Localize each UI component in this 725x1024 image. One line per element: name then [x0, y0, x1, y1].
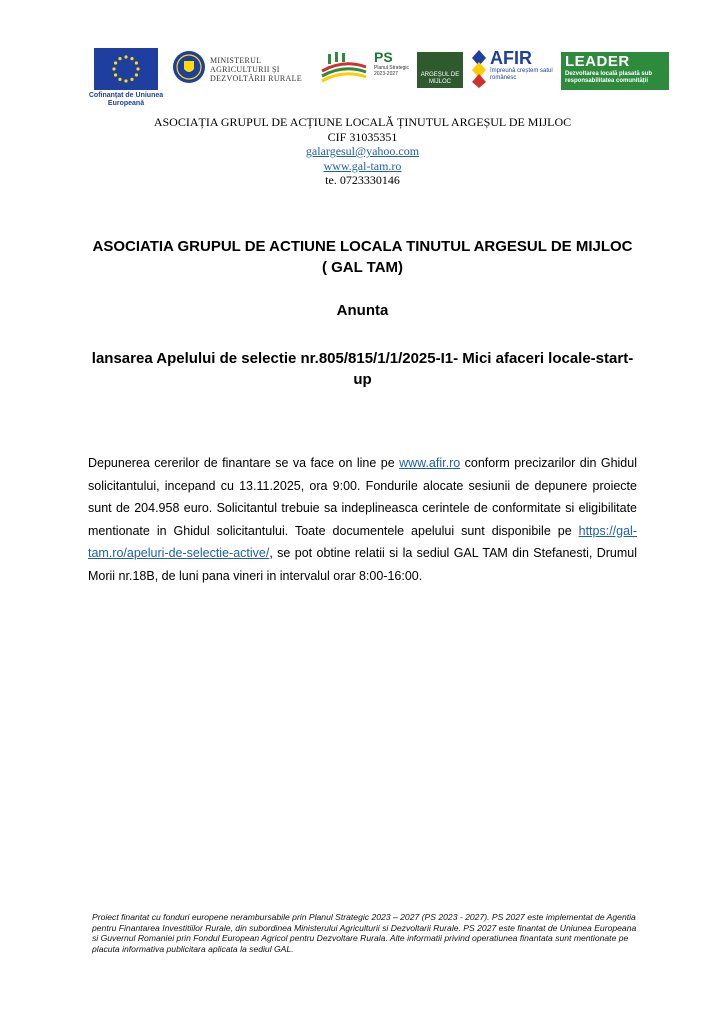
announces-heading: Anunta: [336, 302, 389, 319]
calls-page-link[interactable]: https://gal-tam.ro/apeluri-de-selectie-active/: [88, 523, 637, 560]
afir-subtitle: împreună creștem satul românesc: [490, 68, 553, 81]
afir-logo: [490, 48, 556, 88]
afir-mark-icon: [470, 48, 488, 88]
ps-logo: [374, 50, 414, 88]
funding-footer: Proiect finantat cu fonduri europene nerambursabile prin Planul Strategic 2023 – 2027 (PS 2023 - 2027). PS 2027 este implementat de Agentia pentru Finantarea Investitiilor Rurale, din subordinea Ministerului Agriculturii si Dezvoltarii Rurale. PS 2027 este finantat de Uniunea Europeana si Guvernul Romaniei prin Fondul European Agricol pentru Dezvoltare Rurala. Alte informatii privind operatiunea finantata sunt mentionate pe placuta informativa publicitara aplicata la sediul GAL.: [92, 912, 637, 954]
eu-caption: Cofinanțat de Uniunea Europeană: [88, 92, 164, 107]
website-link[interactable]: www.gal-tam.ro: [323, 158, 402, 173]
argesul-label: ARGEȘUL DE MIJLOC: [420, 72, 460, 85]
document-title: ASOCIATIA GRUPUL DE ACTIUNE LOCALA TINUTUL ARGESUL DE MIJLOC ( GAL TAM): [92, 238, 633, 276]
cif-number: CIF 31035351: [327, 129, 398, 144]
phone-number: te. 0723330146: [325, 173, 400, 187]
ps-stripes-logo: [318, 50, 370, 86]
ministry-name: MINISTERUL AGRICULTURII ȘI DEZVOLTĂRII RURALE: [210, 56, 302, 83]
body-text-1: Depunerea cererilor de finantare se va face on line pe: [88, 456, 400, 470]
afir-title: AFIR: [490, 48, 532, 68]
logo-strip: [88, 46, 674, 107]
leader-subtitle: Dezvoltarea locală plasată sub responsabilitatea comunității: [565, 71, 653, 84]
leader-logo: [561, 52, 669, 90]
email-link[interactable]: galargesul@yahoo.com: [305, 144, 420, 158]
ps-title: PS: [374, 49, 393, 65]
ps-subtitle: Planul Strategic 2023-2027: [374, 65, 410, 77]
government-crest-icon: [172, 50, 206, 84]
call-subject-heading: lansarea Apelului de selectie nr.805/815/1/1/2025-I1- Mici afaceri locale-start-up: [91, 350, 634, 388]
body-text-2: conform precizarilor din Ghidul solicitantului, incepand cu 13.11.2025, ora 9:00. Fondurile alocate sesiunii de depunere proiecte sunt de 204.958 euro. Solicitantul trebuie sa indeplineasca cerintele de conformitate si eligibilitate mentionate in Ghidul solicitantului. Toate documentele apelului sunt disponibile pe: [88, 456, 637, 538]
eu-flag-logo: [88, 48, 164, 107]
body-text-3: , se pot obtine relatii si la sediul GAL TAM din Stefanesti, Drumul Morii nr.18B, de luni pana vineri in intervalul orar 8:00-16:00.: [88, 546, 637, 583]
organization-header: [0, 115, 725, 188]
argesul-logo: [417, 52, 463, 88]
leader-title: LEADER: [565, 53, 630, 70]
afir-link[interactable]: www.afir.ro: [399, 456, 461, 470]
organization-name: ASOCIAȚIA GRUPUL DE ACȚIUNE LOCALĂ ȚINUTUL ARGEȘUL DE MIJLOC: [153, 115, 572, 129]
announcement-body: [88, 452, 637, 587]
